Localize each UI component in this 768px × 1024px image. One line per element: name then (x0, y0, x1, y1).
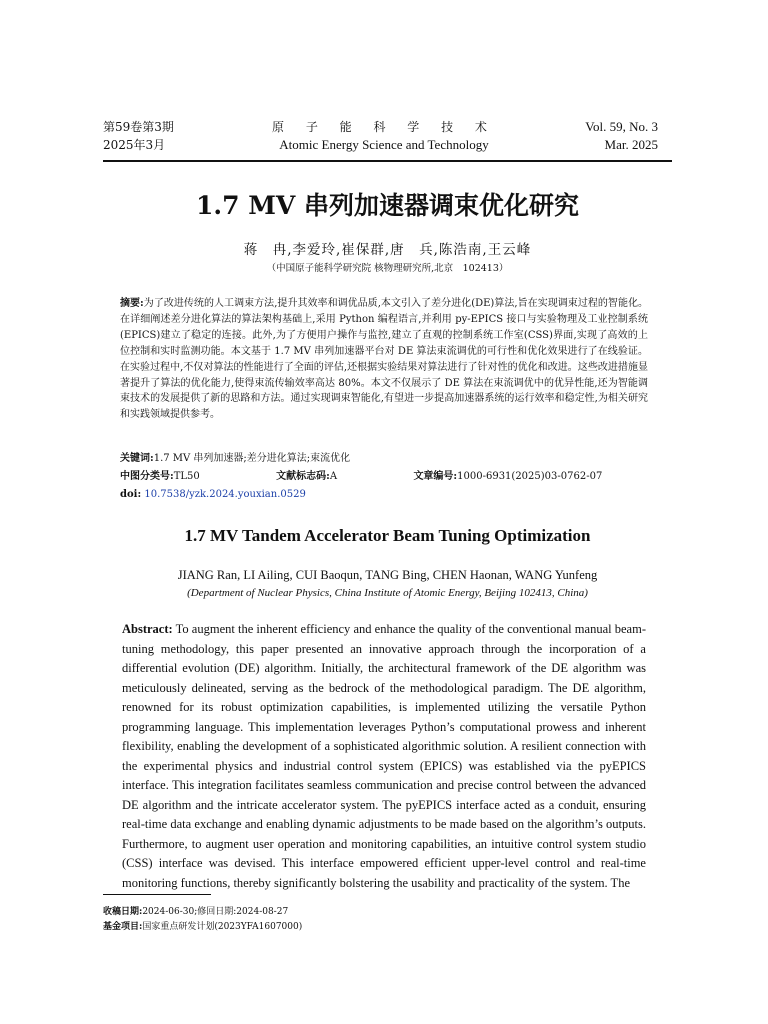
abstract-cn-label: 摘要: (120, 298, 144, 309)
keywords: 1.7 MV 串列加速器;差分进化算法;束流优化 (153, 453, 351, 464)
abstract-en-label: Abstract: (122, 622, 173, 636)
date-en: Mar. 2025 (604, 137, 658, 152)
abstract-cn-text: 为了改进传统的人工调束方法,提升其效率和调优品质,本文引入了差分进化(DE)算法,旨在实现调束过程的智能化。在详细阐述差分进化算法的算法架构基础上,采用 Python 编程语言,并利用 py-EPICS 接口与实验物理及工业控制系统(EPICS)建立了稳定的连接。此外,为了方便用户操作与监控,建立了直观的控制系统工作室(CSS)界面,实现了高效的上位控制和实时监测功能。本文基于 1.7 MV 串列加速器平台对 DE 算法束流调优的可行性和优化效果进行了在线验证。在实验过程中,不仅对算法的性能进行了全面的评估,还根据实验结果对算法进行了针对性的优化和改进。这些改进措施显著提升了算法的优化能力,使得束流传输效率高达 80%。本文不仅展示了 DE 算法在束流调优中的优异性能,还为智能调束技术的发展提供了新的思路和方法。通过实现调束智能化,有望进一步提高加速器系统的运行效率和稳定性,为相关研究和实践领域提供参考。 (120, 298, 648, 421)
received-label: 收稿日期: (103, 907, 143, 917)
affiliation-en-text: (Department of Nuclear Physics, China Institute of Atomic Energy, Beijing 102413, China) (187, 587, 588, 599)
clc: TL50 (173, 471, 200, 482)
journal-name-cn: 原 子 能 科 学 技 术 (272, 120, 496, 134)
authors-cn: 蒋 冉,李爱玲,崔保群,唐 兵,陈浩南,王云峰 (243, 242, 532, 258)
volume-en: Vol. 59, No. 3 (585, 119, 658, 134)
journal-name (230, 118, 538, 154)
title-en: 1.7 MV Tandem Accelerator Beam Tuning Optimization (184, 526, 591, 545)
keywords-label: 关键词: (120, 453, 154, 464)
fund-text: 国家重点研发计划(2023YFA1607000) (142, 922, 303, 932)
fund-footnote (103, 920, 302, 934)
clc-label: 中图分类号: (120, 471, 174, 482)
doc-code: A (329, 471, 338, 482)
abstract-cn (120, 296, 648, 423)
received-footnote (103, 905, 288, 919)
authors-en: JIANG Ran, LI Ailing, CUI Baoqun, TANG Bing, CHEN Haonan, WANG Yunfeng (177, 568, 598, 582)
fund-label: 基金项目: (103, 922, 143, 932)
header-rule (103, 160, 672, 162)
journal-issue-en (585, 118, 658, 154)
title-cn: 1.7 MV 串列加速器调束优化研究 (196, 191, 579, 220)
doc-code-label: 文献标志码: (276, 471, 330, 482)
date-cn: 2025年3月 (103, 138, 166, 152)
affiliation-cn: （中国原子能科学研究院 核物理研究所,北京 102413） (266, 263, 509, 274)
classification-line (120, 469, 602, 485)
affiliation-en (103, 585, 672, 601)
journal-issue-cn (103, 118, 174, 154)
abstract-en (122, 620, 646, 893)
abstract-en-text: To augment the inherent efficiency and enhance the quality of the conventional manual beam-tuning methodology, this paper presented an innovative approach through the incorporation of a differential evolution (DE) algorithm. Initially, the architectural framework of the DE algorithm was meticulously delineated, serving as the bedrock of the methodological paradigm. The DE algorithm, renowned for its robust optimization capabilities, is implemented utilizing the versatile Python programming language. This implementation leverages Python’s computational prowess and inherent flexibility, enabling the development of a sophisticated algorithmic solution. A resilient connection with the experimental physics and industrial control system (EPICS) was established via the pyEPICS interface. This integration facilitates seamless communication and precise control between the advanced DE algorithm and the intricate accelerator system. The pyEPICS interface acted as a conduit, ensuring real-time data exchange and enabling dynamic adjustments to be made based on the algorithm’s outputs. Furthermore, to augment user operation and monitoring capabilities, an intuitive control system studio (CSS) interface was devised. This interface empowered efficient upper-level control and real-time monitoring functions, thereby significantly bolstering the usability and practicality of the system. The (122, 622, 646, 890)
doi-line (120, 487, 306, 503)
journal-name-en: Atomic Energy Science and Technology (279, 137, 489, 152)
article-no: 1000-6931(2025)03-0762-07 (457, 471, 603, 482)
doi-link[interactable]: 10.7538/yzk.2024.youxian.0529 (144, 489, 306, 500)
doi-label: doi: (120, 489, 142, 500)
received-dates: 2024-06-30;修回日期:2024-08-27 (142, 907, 289, 917)
article-no-label: 文章编号: (413, 471, 458, 482)
keywords-line (120, 451, 350, 467)
volume-cn: 第59卷第3期 (103, 120, 174, 134)
footnote-rule (103, 894, 211, 895)
